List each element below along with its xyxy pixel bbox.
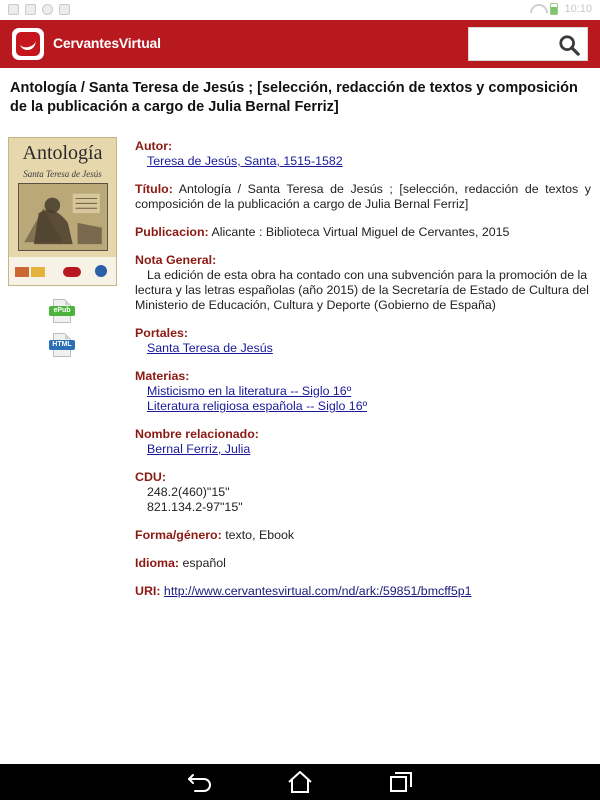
home-icon[interactable] [287,770,313,794]
app-bar [0,20,600,68]
image-notification-icon [8,4,19,15]
field-autor [135,139,591,169]
chat-notification-icon [42,4,53,15]
status-bar [0,0,600,20]
publicacion-value: Alicante : Biblioteca Virtual Miguel de Cervantes, 2015 [211,225,510,239]
field-nombre-relacionado [135,427,591,457]
field-materias [135,369,591,414]
field-label: Idioma: [135,556,180,570]
cdu-value: 248.2(460)"15" [147,485,230,499]
html-file-icon[interactable] [50,333,74,357]
field-label: Autor: [135,139,173,153]
university-logo-icon [95,265,107,277]
field-portales [135,326,591,356]
field-label: URI: [135,584,161,598]
battery-icon [550,3,558,15]
notification-icons [8,4,70,15]
field-label: Publicacion: [135,225,209,239]
recent-apps-icon[interactable] [388,770,414,794]
field-forma-genero [135,528,591,543]
field-label: CDU: [135,470,166,484]
spain-logo-icon [31,267,45,277]
field-nota-general [135,253,591,313]
search-box[interactable] [468,27,588,61]
epub-file-icon[interactable] [50,299,74,323]
field-label: Portales: [135,326,189,340]
field-label: Título: [135,182,173,196]
epub-label: ePub [49,306,75,316]
field-titulo [135,182,591,212]
idioma-value: español [182,556,226,570]
uri-link[interactable]: http://www.cervantesvirtual.com/nd/ark:/59851/bmcff5p1 [163,584,472,598]
materia-link[interactable]: Literatura religiosa española -- Siglo 16º [147,399,368,413]
titulo-value: Antología / Santa Teresa de Jesús ; [selección, redacción de textos y composición de la publicación a cargo de Julia Bernal Ferriz] [135,182,591,211]
app-title: CervantesVirtual [53,35,161,51]
cover-engraving-illustration [18,183,108,251]
html-label: HTML [49,340,75,350]
clock: 10:10 [564,3,592,15]
field-publicacion [135,225,591,240]
field-cdu [135,470,591,515]
nota-value: La edición de esta obra ha contado con una subvención para la promoción de la lectura y las letras españolas (año 2015) de la Secretaría de Estado de Cultura del Ministerio de Educación, Cultura y Deporte (Gobierno de España) [135,268,589,312]
portal-link[interactable]: Santa Teresa de Jesús [147,341,273,355]
app-notification-icon [59,4,70,15]
book-cover[interactable] [8,137,117,286]
cover-title: Antología [22,142,103,164]
search-icon[interactable] [558,34,580,56]
autor-link[interactable]: Teresa de Jesús, Santa, 1515-1582 [147,154,343,168]
cover-publisher-strip [9,257,116,285]
wifi-icon [530,4,544,15]
cervantes-logo-icon [63,267,81,277]
back-icon[interactable] [187,770,213,794]
field-idioma [135,556,591,571]
field-label: Nota General: [135,253,217,267]
cdu-value: 821.134.2-97"15" [147,500,243,514]
materia-link[interactable]: Misticismo en la literatura -- Siglo 16º [147,384,352,398]
ministry-logo-icon [15,267,29,277]
cover-subtitle: Santa Teresa de Jesús [23,169,102,179]
search-input[interactable] [469,28,551,60]
page-title: Antología / Santa Teresa de Jesús ; [selección, redacción de textos y composición de la publicación a cargo de Julia Bernal Ferriz] [10,80,578,115]
navigation-bar [0,764,600,800]
field-label: Materias: [135,369,190,383]
field-label: Forma/género: [135,528,222,542]
forma-value: texto, Ebook [225,528,295,542]
system-icons [530,3,592,15]
field-uri [135,584,591,599]
nombre-link[interactable]: Bernal Ferriz, Julia [147,442,251,456]
record-details [135,139,591,612]
download-notification-icon [25,4,36,15]
app-logo-icon[interactable] [12,28,44,60]
field-label: Nombre relacionado: [135,427,259,441]
